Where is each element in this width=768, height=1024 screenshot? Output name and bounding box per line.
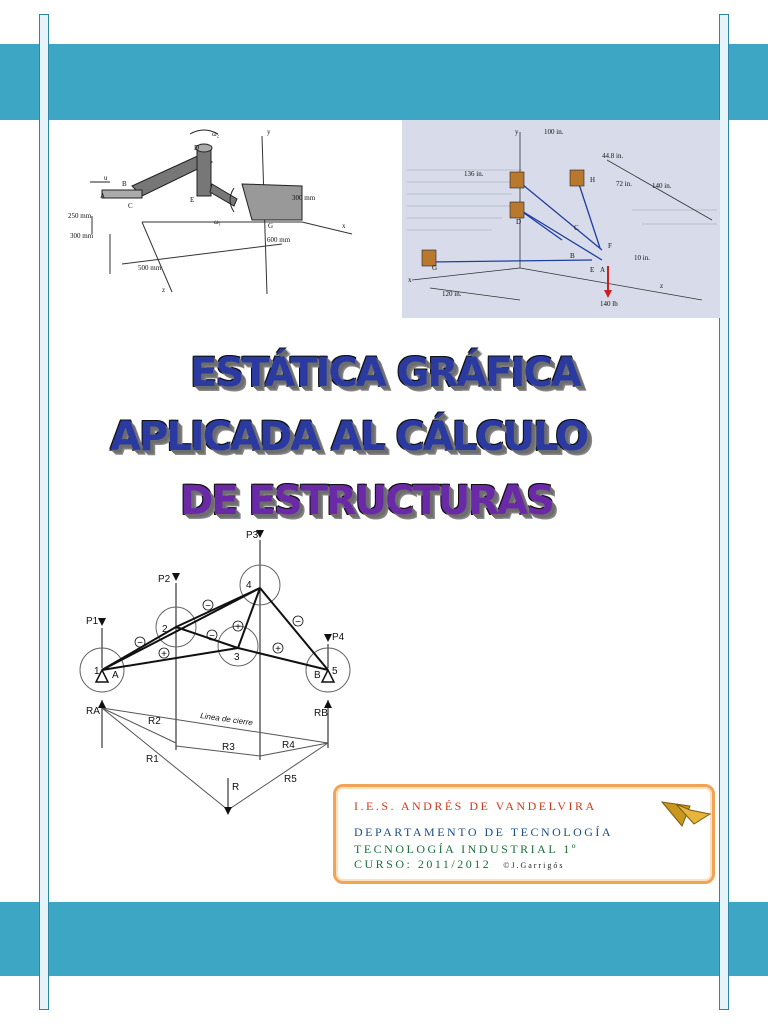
svg-text:A: A bbox=[100, 192, 106, 200]
node-1-label: 1 bbox=[94, 666, 100, 677]
support-b-label: B bbox=[314, 670, 321, 681]
load-label-p2: P2 bbox=[158, 574, 171, 585]
svg-text:B: B bbox=[122, 180, 127, 188]
sign-plus-1: + bbox=[161, 649, 167, 660]
reaction-rb-label: RB bbox=[314, 708, 328, 719]
school-info-box bbox=[333, 784, 715, 884]
svg-text:72 in.: 72 in. bbox=[616, 180, 632, 188]
course-year bbox=[354, 857, 564, 872]
svg-text:C: C bbox=[128, 202, 133, 210]
svg-text:120 in.: 120 in. bbox=[442, 290, 462, 298]
svg-text:E: E bbox=[590, 266, 595, 274]
svg-text:y: y bbox=[267, 128, 271, 136]
load-label-p4: P4 bbox=[332, 632, 345, 643]
truss-funicular-diagram bbox=[60, 528, 380, 828]
svg-text:10 in.: 10 in. bbox=[634, 254, 650, 262]
sign-plus-2: + bbox=[235, 622, 241, 633]
svg-text:z: z bbox=[162, 286, 166, 294]
reaction-ra-label: RA bbox=[86, 706, 100, 717]
node-5-label: 5 bbox=[332, 666, 338, 677]
svg-text:250 mm: 250 mm bbox=[68, 212, 92, 220]
sign-minus-1: − bbox=[205, 601, 211, 612]
node-4-label: 4 bbox=[246, 580, 252, 591]
school-logo-icon bbox=[660, 796, 712, 830]
sign-minus-2: − bbox=[137, 638, 143, 649]
svg-text:D: D bbox=[194, 144, 200, 152]
svg-text:ω₂: ω₂ bbox=[212, 130, 220, 138]
top-color-band bbox=[0, 44, 768, 120]
svg-text:140 in.: 140 in. bbox=[652, 182, 672, 190]
course-name: TECNOLOGÍA INDUSTRIAL 1º bbox=[354, 842, 578, 856]
resultant-r-label: R bbox=[232, 782, 240, 793]
svg-text:x: x bbox=[408, 276, 412, 284]
ray-r2-label: R2 bbox=[148, 716, 161, 727]
node-2-label: 2 bbox=[162, 624, 168, 635]
svg-text:500 mm: 500 mm bbox=[138, 264, 162, 272]
svg-text:140 lb: 140 lb bbox=[600, 300, 618, 308]
load-label-p3: P3 bbox=[246, 530, 259, 541]
department-name: DEPARTAMENTO DE TECNOLOGÍA bbox=[354, 825, 614, 839]
svg-text:H: H bbox=[590, 176, 596, 184]
sign-minus-3: − bbox=[209, 631, 215, 642]
svg-text:C: C bbox=[574, 224, 579, 232]
svg-text:100 in.: 100 in. bbox=[544, 128, 564, 136]
svg-text:136 in.: 136 in. bbox=[464, 170, 484, 178]
sign-plus-3: + bbox=[275, 644, 281, 655]
svg-text:ω₁: ω₁ bbox=[214, 218, 222, 226]
svg-text:F: F bbox=[608, 242, 612, 250]
svg-text:G: G bbox=[432, 264, 438, 272]
title-line-3: DE ESTRUCTURAS bbox=[180, 478, 553, 524]
bottom-color-band bbox=[0, 902, 768, 976]
node-3-label: 3 bbox=[234, 652, 240, 663]
crank-mechanism-figure bbox=[62, 124, 364, 300]
title-line-2: APLICADA AL CÁLCULO bbox=[110, 414, 588, 460]
svg-text:G: G bbox=[268, 222, 274, 230]
closing-line-label: Linea de cierre bbox=[199, 711, 254, 728]
svg-text:x: x bbox=[342, 222, 346, 230]
svg-text:u: u bbox=[104, 174, 108, 182]
svg-text:B: B bbox=[570, 252, 575, 260]
svg-text:600 mm: 600 mm bbox=[267, 236, 291, 244]
svg-text:D: D bbox=[516, 218, 522, 226]
svg-text:A: A bbox=[600, 266, 606, 274]
svg-text:44.8 in.: 44.8 in. bbox=[602, 152, 624, 160]
ray-r3-label: R3 bbox=[222, 742, 235, 753]
support-a-label: A bbox=[112, 670, 119, 681]
svg-text:z: z bbox=[660, 282, 664, 290]
year-text: CURSO: 2011/2012 bbox=[354, 857, 492, 871]
ray-r5-label: R5 bbox=[284, 774, 297, 785]
author-credit: ©J.Garrigós bbox=[503, 861, 565, 870]
title-line-1: ESTÁTICA GRÁFICA bbox=[190, 350, 580, 396]
ray-r4-label: R4 bbox=[282, 740, 295, 751]
sign-minus-4: − bbox=[295, 617, 301, 628]
left-decorative-rail bbox=[39, 14, 49, 1010]
ray-r1-label: R1 bbox=[146, 754, 159, 765]
svg-text:E: E bbox=[190, 196, 195, 204]
svg-text:300 mm: 300 mm bbox=[292, 194, 316, 202]
load-label-p1: P1 bbox=[86, 616, 99, 627]
svg-text:y: y bbox=[515, 128, 519, 136]
space-frame-figure bbox=[402, 120, 720, 318]
school-name: I.E.S. ANDRÉS DE VANDELVIRA bbox=[354, 799, 597, 813]
svg-text:300 mm: 300 mm bbox=[70, 232, 94, 240]
